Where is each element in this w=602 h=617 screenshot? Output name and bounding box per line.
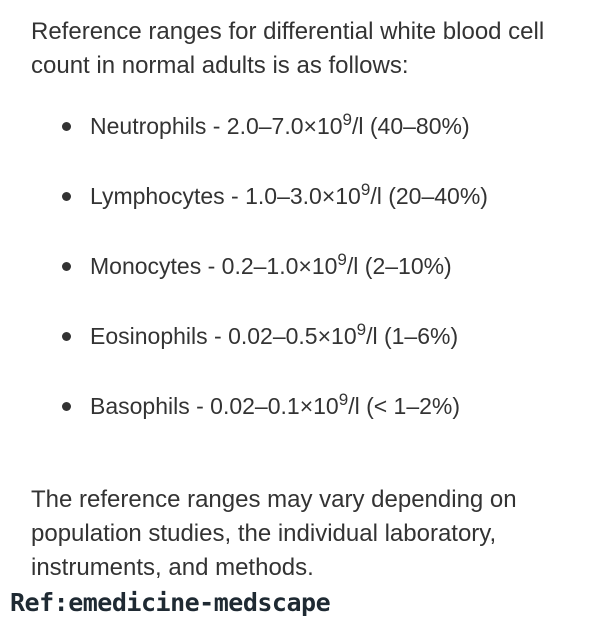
list-item: [0, 106, 488, 176]
list-item: [0, 176, 488, 246]
item-text: Basophils - 0.02–0.1×10: [90, 393, 339, 419]
list-item: [0, 386, 488, 456]
exponent: 9: [337, 250, 347, 269]
note-text: The reference ranges may vary depending on population studies, the individual laboratory, instruments, and methods.: [31, 486, 517, 581]
exponent: 9: [338, 390, 349, 409]
item-unit: /l (40–80%): [352, 113, 470, 139]
item-text: Eosinophils - 0.02–0.5×10: [90, 323, 357, 349]
list-item: [0, 246, 488, 316]
item-unit: /l (2–10%): [346, 253, 452, 279]
exponent: 9: [360, 180, 371, 199]
bullet-icon: [62, 192, 71, 201]
item-unit: /l (< 1–2%): [348, 393, 461, 419]
intro-text: Reference ranges for differential white blood cell count in normal adults is as follows:: [31, 18, 545, 79]
list-item: [0, 316, 488, 386]
bullet-icon: [62, 122, 71, 131]
bullet-icon: [62, 332, 71, 341]
item-unit: /l (20–40%): [370, 183, 488, 209]
exponent: 9: [342, 110, 352, 129]
bullet-icon: [62, 402, 71, 411]
item-text: Monocytes - 0.2–1.0×10: [90, 253, 338, 279]
reference-source: Ref:emedicine-medscape: [10, 588, 331, 617]
item-text: Neutrophils - 2.0–7.0×10: [90, 113, 343, 139]
item-text: Lymphocytes - 1.0–3.0×10: [90, 183, 361, 209]
exponent: 9: [356, 320, 367, 339]
item-unit: /l (1–6%): [366, 323, 459, 349]
reference-range-list: [0, 106, 488, 456]
bullet-icon: [62, 262, 71, 271]
